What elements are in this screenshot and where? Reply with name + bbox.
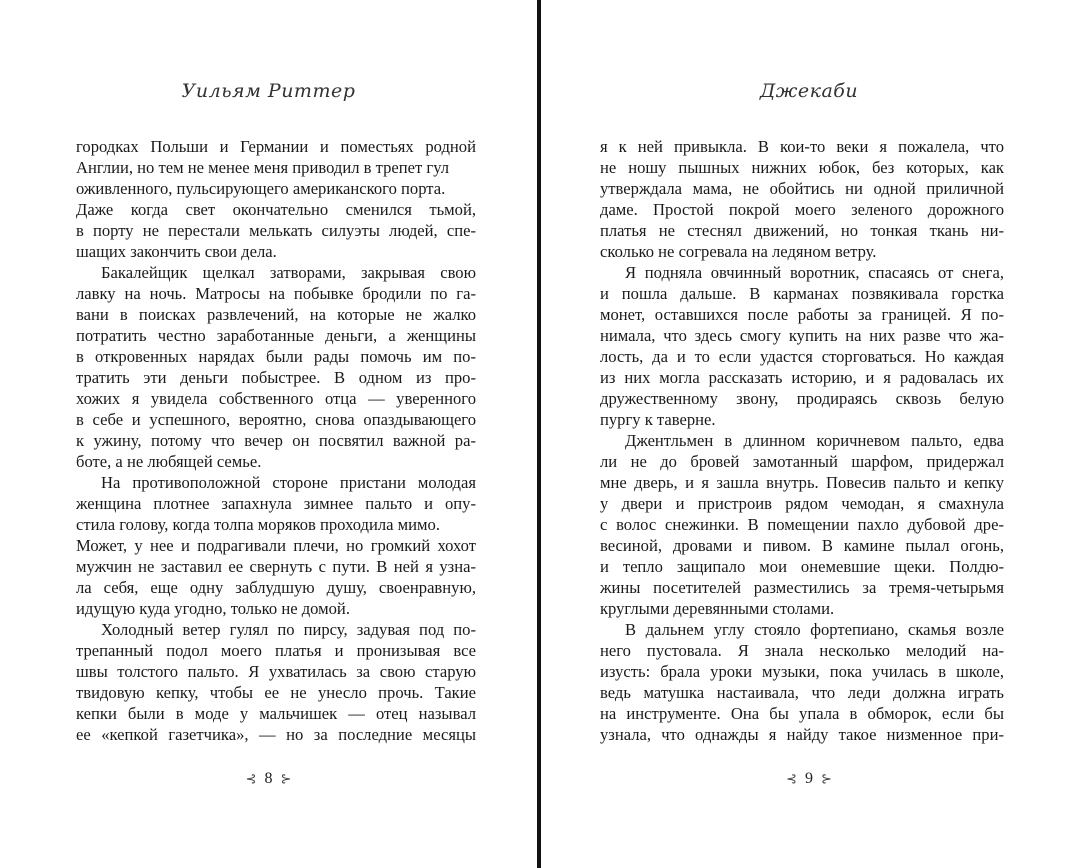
text-line: оживленного, пульсирующего американского порта. (76, 179, 446, 198)
text-line: в порту не перестали мелькать силуэты людей, спе- (76, 221, 476, 240)
text-line: Бакалейщик щелкал затворами, закрывая свою (101, 263, 476, 282)
text-line: Даже когда свет окончательно сменился тьмой, (76, 200, 476, 219)
text-line: потратить честно заработанные деньги, а женщины (76, 326, 476, 345)
text-line: и тепло защипало мои онемевшие щеки. Полдю- (600, 557, 1004, 576)
text-line: мне дверь, и я зашла внутрь. Повесив пальто и кепку (600, 473, 1004, 492)
running-head-title: Джекаби (759, 80, 859, 102)
text-line: идущую куда угодно, только не домой. (76, 599, 350, 618)
ornament-right-icon: ⊱ (280, 771, 292, 786)
text-line: даме. Простой покрой моего зеленого дорожного (600, 200, 1004, 219)
page-number-left (0, 770, 537, 788)
text-line: круглыми деревянными столами. (600, 599, 835, 618)
text-line: Англии, но тем не менее меня приводил в трепет гул (76, 158, 450, 177)
text-line: лавку на ночь. Матросы на побывке бродили по га- (76, 284, 476, 303)
text-line: кепки были в моде у мальчишек — отец называл (76, 704, 476, 723)
text-line: На противоположной стороне пристани молодая (101, 473, 476, 492)
text-line: нимала, что здесь смогу купить на них разве что жа- (600, 326, 1004, 345)
left-page-text (76, 136, 476, 745)
text-line: Может, у нее и подрагивали плечи, но громкий хохот (76, 536, 476, 555)
text-line: ее «кепкой газетчика», — но за последние месяцы (76, 725, 476, 744)
text-line: ведь матушка настаивала, что леди должна играть (600, 683, 1004, 702)
ornament-left-icon: ⊰ (245, 771, 257, 786)
text-line: я к ней привыкла. В кои-то веки я пожалела, что (600, 137, 1004, 156)
text-line: изусть: брала уроки музыки, пока училась в школе, (600, 662, 1004, 681)
text-line: швы толстого пальто. Я ухватилась за свою старую (76, 662, 476, 681)
text-line: весиной, дровами и пивом. В камине пылал огонь, (600, 536, 1004, 555)
text-line: стила голову, когда толпа моряков проходила мимо. (76, 515, 440, 534)
text-line: городках Польши и Германии и поместьях родной (76, 137, 476, 156)
text-line: жины посетителей разместились за тремя-четырьмя (600, 578, 1004, 597)
text-line: и пошла дальше. В карманах позвякивала горстка (600, 284, 1004, 303)
text-line: Я подняла овчинный воротник, спасаясь от снега, (625, 263, 1004, 282)
text-line: вани в поисках развлечений, на которые не жалко (76, 305, 476, 324)
text-line: платья не стеснял движений, но тонкая ткань ни- (600, 221, 1004, 240)
folio-left: 8 (264, 770, 273, 787)
text-line: в откровенных нарядах были рады помочь им по- (76, 347, 476, 366)
text-line: шащих закончить свои дела. (76, 242, 277, 261)
page-number-right (541, 770, 1077, 788)
text-line: Джентльмен в длинном коричневом пальто, едва (625, 431, 1004, 450)
text-line: В дальнем углу стояло фортепиано, скамья возле (625, 620, 1004, 639)
text-line: из них могла рассказать историю, и я радовалась их (600, 368, 1004, 387)
text-line: мужчин не заставил ее свернуть с пути. В ней я узна- (76, 557, 476, 576)
text-line: в себе и успешного, вероятно, снова опаздывающего (76, 410, 476, 429)
text-line: тратить эти деньги побыстрее. В одном из про- (76, 368, 476, 387)
text-line: твидовую кепку, чтобы ее не унесло прочь. Такие (76, 683, 476, 702)
text-line: него пустовала. Я знала несколько мелодий на- (600, 641, 1004, 660)
text-line: лость, да и то если удастся сторговаться. Но каждая (600, 347, 1004, 366)
text-line: Холодный ветер гулял по пирсу, задувая под по- (101, 620, 476, 639)
text-line: не ношу пышных нижних юбок, без которых, как (600, 158, 1004, 177)
text-line: с волос снежинки. В помещении пахло дубовой дре- (600, 515, 1004, 534)
ornament-right-icon: ⊱ (821, 771, 832, 786)
text-line: у двери и пристроив рядом чемодан, я смахнула (600, 494, 1004, 513)
right-page (541, 0, 1077, 868)
text-line: монет, оставшихся после работы за границей. Я по- (600, 305, 1004, 324)
text-line: сколько не согревала на ледяном ветру. (600, 242, 877, 261)
text-line: утверждала мама, не обойтись ни одной приличной (600, 179, 1004, 198)
text-line: на инструменте. Она бы упала в обморок, если бы (600, 704, 1004, 723)
text-line: узнала, что однажды я найду такое низменное при- (600, 725, 1004, 744)
running-head-author: Уильям Риттер (181, 80, 356, 102)
text-line: ли не до бровей замотанный шарфом, придержал (600, 452, 1004, 471)
right-page-text (600, 136, 1004, 745)
text-line: трепанный подол моего платья и пронизывая все (76, 641, 476, 660)
text-line: дружественному звону, продираясь сквозь белую (600, 389, 1004, 408)
text-line: боте, а не любящей семье. (76, 452, 262, 471)
folio-right: 9 (805, 770, 813, 787)
text-line: к ужину, потому что вечер он посвятил важной ра- (76, 431, 476, 450)
text-line: ла себя, еще одну заблудшую душу, своенравную, (76, 578, 476, 597)
ornament-left-icon: ⊰ (786, 771, 797, 786)
text-line: пургу к таверне. (600, 410, 716, 429)
text-line: хожих я увидела собственного отца — уверенного (76, 389, 476, 408)
left-page (0, 0, 537, 868)
text-line: женщина плотнее запахнула зимнее пальто и опу- (76, 494, 476, 513)
